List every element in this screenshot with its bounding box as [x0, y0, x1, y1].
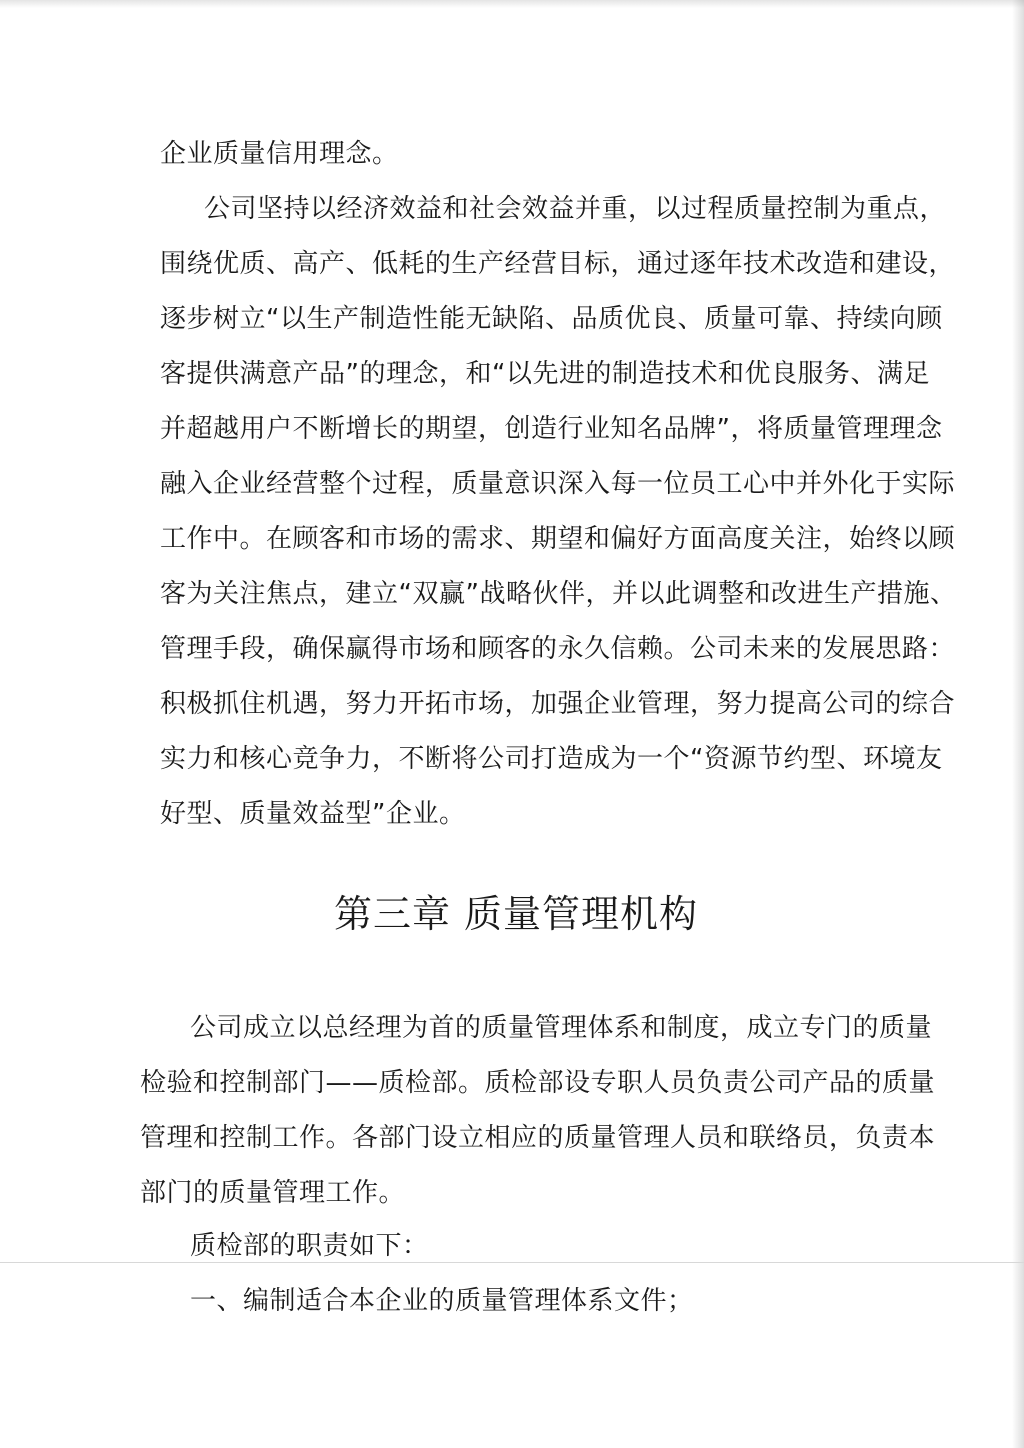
chapter-title: 第三章 质量管理机构: [333, 892, 699, 936]
paragraph-line: 好型、质量效益型”企业。: [160, 799, 466, 829]
paragraph-line: 实力和核心竞争力，不断将公司打造成为一个“资源节约型、环境友: [160, 744, 943, 774]
paragraph-line: 客为关注焦点，建立“双赢”战略伙伴，并以此调整和改进生产措施、: [160, 579, 957, 609]
paragraph-line: 积极抓住机遇，努力开拓市场，加强企业管理，努力提高公司的综合: [160, 689, 956, 719]
paragraph-line: 质检部的职责如下：: [190, 1231, 429, 1261]
paragraph-line: 融入企业经营整个过程，质量意识深入每一位员工心中并外化于实际: [160, 469, 956, 499]
paragraph-line: 并超越用户不断增长的期望，创造行业知名品牌”，将质量管理理念: [160, 414, 943, 444]
paragraph-line: 公司坚持以经济效益和社会效益并重，以过程质量控制为重点，: [204, 194, 947, 224]
paragraph-line: 检验和控制部门——质检部。质检部设专职人员负责公司产品的质量: [140, 1068, 936, 1098]
paragraph-line: 管理手段，确保赢得市场和顾客的永久信赖。公司未来的发展思路：: [160, 634, 956, 664]
paragraph-line: 公司成立以总经理为首的质量管理体系和制度，成立专门的质量: [190, 1013, 933, 1043]
scan-shadow-top: [0, 0, 1024, 8]
paragraph-line: 工作中。在顾客和市场的需求、期望和偏好方面高度关注，始终以顾: [160, 524, 956, 554]
scan-shadow-right: [1012, 0, 1024, 1448]
paragraph-line: 部门的质量管理工作。: [140, 1178, 406, 1208]
paragraph-line: 客提供满意产品”的理念，和“以先进的制造技术和优良服务、满足: [160, 359, 930, 389]
scan-divider: [0, 1262, 1024, 1263]
paragraph-line: 逐步树立“以生产制造性能无缺陷、品质优良、质量可靠、持续向顾: [160, 304, 943, 334]
paragraph-line: 企业质量信用理念。: [160, 139, 399, 169]
paragraph-line: 管理和控制工作。各部门设立相应的质量管理人员和联络员，负责本: [140, 1123, 936, 1153]
paragraph-line: 围绕优质、高产、低耗的生产经营目标，通过逐年技术改造和建设，: [160, 249, 956, 279]
list-item: 一、编制适合本企业的质量管理体系文件；: [190, 1286, 694, 1316]
